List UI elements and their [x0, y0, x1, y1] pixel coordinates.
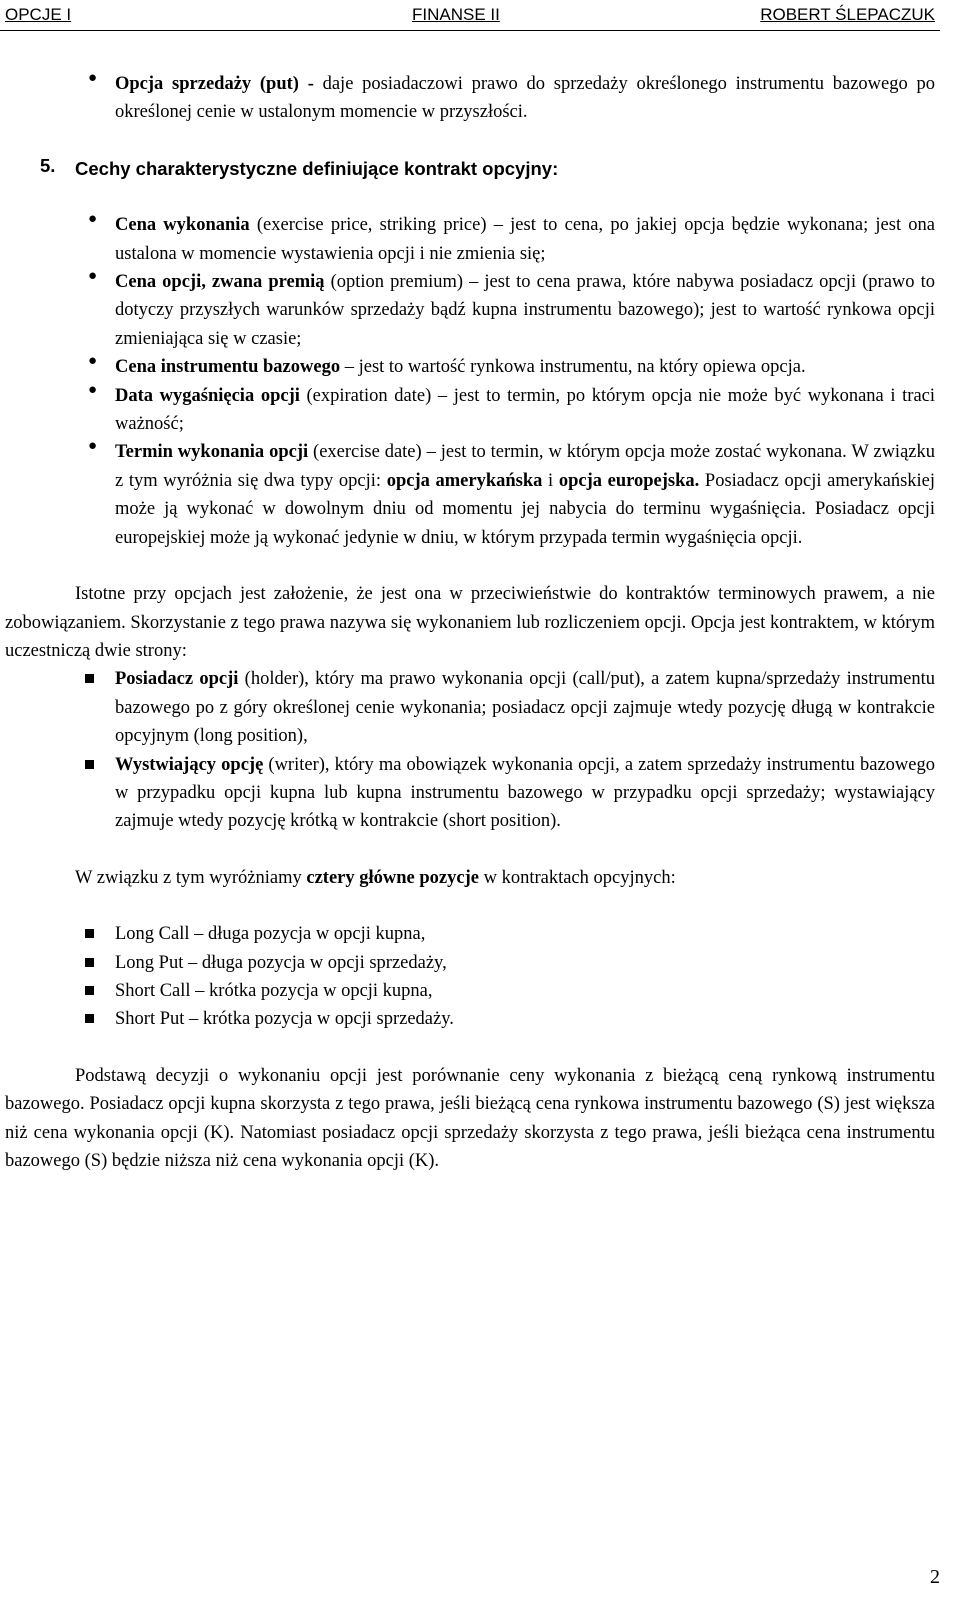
feature-text: (exercise date) – jest to termin, w którym opcja może zostać wykonana. W związku z tym wyróżnia się dwa typy opcji:: [115, 442, 935, 491]
american-option-term: opcja amerykańska: [386, 470, 543, 491]
paragraph-podstawa: Podstawą decyzji o wykonaniu opcji jest porównanie ceny wykonania z bieżącą ceną rynkową instrumentu bazowego. Posiadacz opcji kupna skorzysta z tego prawa, jeśli bieżącą cena rynkowa instrumentu bazowego (S) jest większa niż cena wykonania opcji (K). Natomiast posiadacz opcji sprzedaży skorzysta z tego prawa, jeśli bieżąca cena instrumentu bazowego (S) będzie niższa niż cena wykonania opcji (K).: [5, 1065, 935, 1171]
cztery-bold: cztery główne pozycje: [306, 867, 479, 888]
bullet-icon: ●: [88, 353, 98, 370]
header-right: ROBERT ŚLEPACZUK: [760, 5, 935, 24]
feature-term: Cena wykonania: [115, 215, 250, 236]
parties-list: [5, 665, 935, 835]
put-definition: [5, 70, 935, 127]
feature-text-tail: Posiadacz opcji amerykańskiej może ją wykonać w dowolnym dniu od momentu jej nabycia do terminu wygaśnięcia. Posiadacz opcji europejskiej może ją wykonać jedynie w dniu, w którym przypada termin wygaśnięcia opcji.: [115, 470, 936, 548]
feature-text: (option premium) – jest to cena prawa, które nabywa posiadacz opcji (prawo to dotyczy przyszłych warunków sprzedaży bądź kupna instrumentu bazowego); jest to wartość rynkowa opcji zmieniająca się w czasie;: [115, 272, 935, 349]
header-center: FINANSE II: [412, 5, 500, 24]
list-item: [5, 268, 935, 353]
feature-text: (expiration date) – jest to termin, po którym opcja nie może być wykonana i traci ważność;: [115, 385, 936, 435]
list-item: [5, 211, 935, 268]
party-text: (writer), który ma obowiązek wykonania opcji, a zatem sprzedaży instrumentu bazowego w przypadku opcji kupna lub kupna instrumentu bazowego w przypadku opcji sprzedaży; wystawiający zajmuje wtedy pozycję krótką w kontrakcie (short position).: [115, 754, 935, 832]
list-item: [5, 977, 935, 1005]
feature-text: (exercise price, striking price) – jest to cena, po jakiej opcja będzie wykonana; jest ona ustalona w momencie wystawienia opcji i nie zmienia się;: [115, 215, 936, 264]
party-term: Posiadacz opcji: [115, 669, 239, 690]
header-left: OPCJE I: [5, 5, 72, 24]
feature-term: Termin wykonania opcji: [115, 442, 309, 463]
list-item: [5, 665, 935, 750]
square-bullet-icon: [85, 674, 94, 683]
bullet-icon: ●: [88, 70, 98, 86]
square-bullet-icon: [85, 760, 94, 769]
put-term: Opcja sprzedaży (put) -: [115, 74, 314, 94]
bullet-icon: ●: [88, 438, 98, 455]
cztery-after: w kontraktach opcyjnych:: [478, 867, 676, 888]
feature-term: Cena opcji, zwana premią: [115, 272, 325, 293]
square-bullet-icon: [85, 929, 94, 938]
paragraph-istotne: Istotne przy opcjach jest założenie, że jest ona w przeciwieństwie do kontraktów terminowych prawem, a nie zobowiązaniem. Skorzystanie z tego prawa nazywa się wykonaniem lub rozliczeniem opcji. Opcja jest kontraktem, w którym uczestniczą dwie strony:: [5, 584, 935, 661]
page-number: 2: [930, 1566, 940, 1588]
section-number: 5.: [40, 154, 56, 176]
position-text: Long Call – długa pozycja w opcji kupna,: [115, 924, 426, 945]
party-text: (holder), który ma prawo wykonania opcji (call/put), a zatem kupna/sprzedaży instrumentu bazowego po z góry określonej cenie wykonania; posiadacz opcji zajmuje wtedy pozycję długą w kontrakcie opcyjnym (long position),: [115, 669, 936, 747]
list-item: [5, 353, 935, 381]
section-heading: [5, 155, 935, 183]
bullet-icon: ●: [88, 211, 98, 228]
list-item: [5, 920, 935, 948]
position-text: Short Call – krótka pozycja w opcji kupna,: [115, 980, 433, 1001]
position-text: Short Put – krótka pozycja w opcji sprzedaży.: [115, 1009, 454, 1030]
list-item: [5, 751, 935, 836]
positions-list: [5, 920, 935, 1034]
party-term: Wystwiający opcję: [115, 754, 264, 775]
position-text: Long Put – długa pozycja w opcji sprzedaży,: [115, 952, 447, 973]
cztery-before: W związku z tym wyróżniamy: [75, 867, 307, 888]
feature-term: Data wygaśnięcia opcji: [115, 385, 300, 406]
european-option-term: opcja europejska.: [558, 470, 700, 491]
features-list: [5, 211, 935, 552]
list-item: [5, 382, 935, 439]
square-bullet-icon: [85, 958, 94, 967]
paragraph-cztery: [5, 864, 935, 892]
page-header: [0, 0, 940, 31]
bullet-icon: ●: [88, 381, 98, 398]
document-body: [5, 70, 935, 1175]
list-item: [5, 949, 935, 977]
feature-term: Cena instrumentu bazowego: [115, 357, 341, 378]
section-title: Cechy charakterystyczne definiujące kontrakt opcyjny:: [75, 157, 559, 179]
feature-text-conj: i: [542, 470, 559, 491]
put-text: daje posiadaczowi prawo do sprzedaży określonego instrumentu bazowego po określonej cenie w ustalonym momencie w przyszłości.: [115, 74, 935, 123]
square-bullet-icon: [85, 986, 94, 995]
list-item: [5, 438, 935, 552]
square-bullet-icon: [85, 1014, 94, 1023]
list-item: [5, 1005, 935, 1033]
feature-text: – jest to wartość rynkowa instrumentu, na który opiewa opcja.: [340, 357, 806, 378]
bullet-icon: ●: [88, 268, 98, 285]
